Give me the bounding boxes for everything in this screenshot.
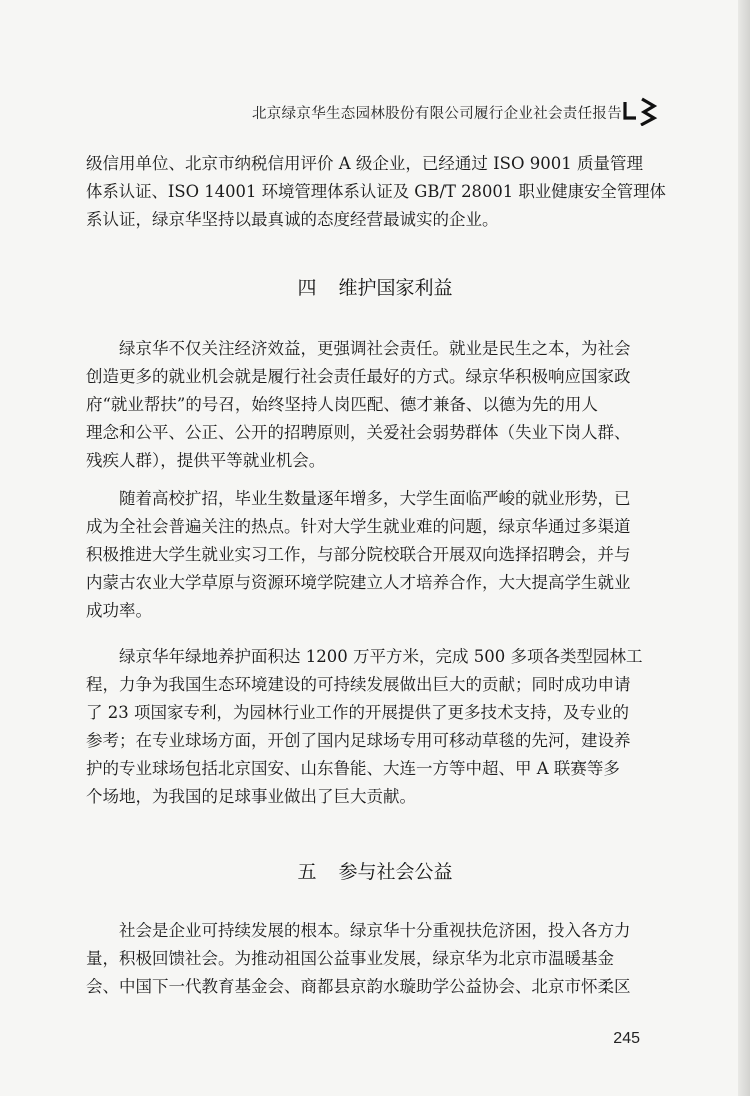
text-line: 内蒙古农业大学草原与资源环境学院建立人才培养合作，大大提高学生就业 [86,573,631,592]
section-heading-5 [0,857,750,884]
text-line: 成为全社会普遍关注的热点。针对大学生就业难的问题，绿京华通过多渠道 [86,517,631,536]
body-paragraph [86,335,666,475]
page-edge-shadow [738,0,750,1096]
text-line: 社会是企业可持续发展的根本。绿京华十分重视扶危济困，投入各方力 [86,921,631,940]
text-line: 个场地，为我国的足球事业做出了巨大贡献。 [86,787,416,806]
body-paragraph [86,917,666,1001]
header-title: 北京绿京华生态园林股份有限公司履行企业社会责任报告 [252,106,622,122]
text-line: 创造更多的就业机会就是履行社会责任最好的方式。绿京华积极响应国家政 [86,367,631,386]
text-line: 积极推进大学生就业实习工作，与部分院校联合开展双向选择招聘会，并与 [86,545,631,564]
text-line: 会、中国下一代教育基金会、商都县京韵水璇助学公益协会、北京市怀柔区 [86,977,631,996]
text-line: 绿京华不仅关注经济效益，更强调社会责任。就业是民生之本，为社会 [86,339,631,358]
section-number: 四 [297,277,317,299]
section-title: 维护国家利益 [338,277,453,299]
text-line: 随着高校扩招，毕业生数量逐年增多，大学生面临严峻的就业形势，已 [86,489,631,508]
running-header [0,102,750,132]
text-line: 绿京华年绿地养护面积达 1200 万平方米，完成 500 多项各类型园林工 [86,647,643,666]
text-line: 了 23 项国家专利，为园林行业工作的开展提供了更多技术支持，及专业的 [86,703,629,722]
section-number: 五 [297,861,317,883]
text-line: 护的专业球场包括北京国安、山东鲁能、大连一方等中超、甲 A 联赛等多 [86,759,620,778]
section-title: 参与社会公益 [338,861,453,883]
text-line: 参考；在专业球场方面，开创了国内足球场专用可移动草毯的先河，建设养 [86,731,631,750]
text-line: 残疾人群），提供平等就业机会。 [86,451,326,470]
body-paragraph [86,485,666,625]
page-number: 245 [613,1030,640,1047]
text-line: 成功率。 [86,601,152,620]
text-line: 体系认证、ISO 14001 环境管理体系认证及 GB/T 28001 职业健康安全管理体 [86,182,666,201]
text-line: 理念和公平、公正、公开的招聘原则，关爱社会弱势群体（失业下岗人群、 [86,423,631,442]
intro-paragraph [86,150,666,234]
text-line: 程，力争为我国生态环境建设的可持续发展做出巨大的贡献；同时成功申请 [86,675,631,694]
body-paragraph [86,643,666,811]
company-logo-icon [622,96,658,126]
section-heading-4 [0,273,750,300]
text-line: 量，积极回馈社会。为推动祖国公益事业发展，绿京华为北京市温暖基金 [86,949,614,968]
text-line: 系认证，绿京华坚持以最真诚的态度经营最诚实的企业。 [86,210,499,229]
text-line: 府“就业帮扶”的号召，始终坚持人岗匹配、德才兼备、以德为先的用人 [86,395,598,414]
text-line: 级信用单位、北京市纳税信用评价 A 级企业，已经通过 ISO 9001 质量管理 [86,154,643,173]
